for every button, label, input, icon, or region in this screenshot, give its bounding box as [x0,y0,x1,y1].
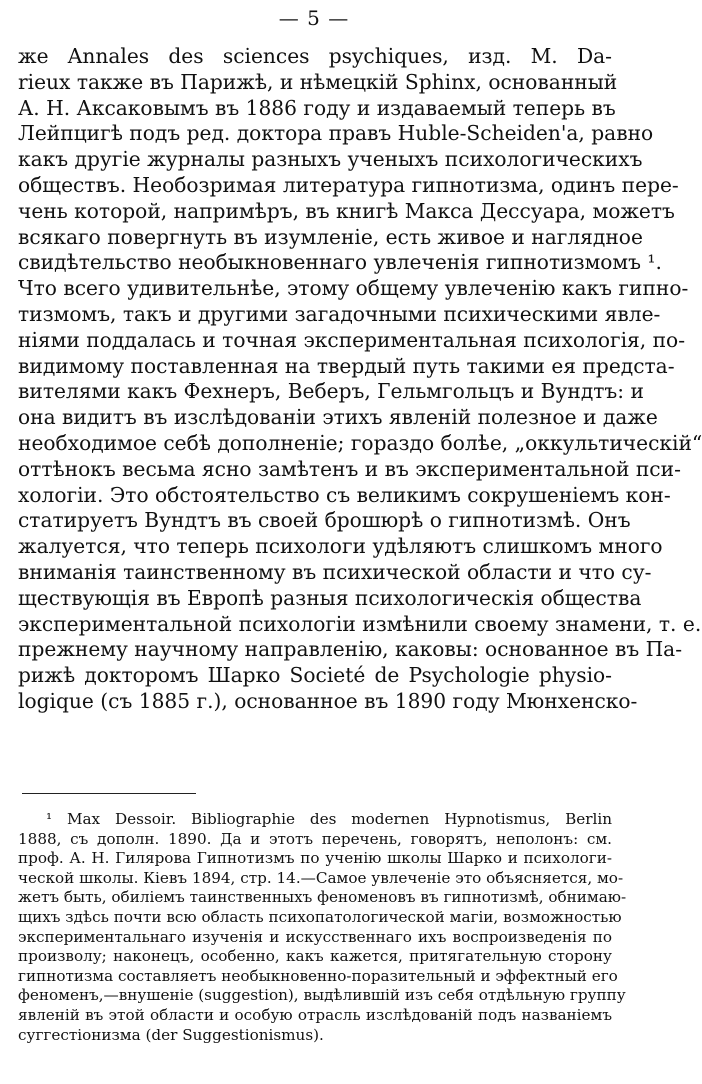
text-line: же Annales des sciences psychiques, изд. М. Da- [18,44,612,68]
footnote-line: 1888, съ дополн. 1890. Да и этотъ перечень, говорятъ, неполонъ: см. [18,829,612,848]
footnote-line: ¹ Max Dessoir. Bibliographie des modernen Hypnotismus, Berlin [46,810,612,828]
text-line: logique (съ 1885 г.), основанное въ 1890 году Мюнхенско- [18,688,638,713]
text-line: необходимое себѣ дополненіе; гораздо болѣе, „оккультическій“ [18,430,702,455]
text-line: какъ другіе журналы разныхъ ученыхъ психологическихъ [18,147,643,172]
footnote-line: проф. А. Н. Гилярова Гипнотизмъ по ученію школы Шарко и психологи- [18,849,612,868]
footnote-line: явленій въ этой области и особую отрасль изслѣдованій подъ названіемъ [18,1005,612,1024]
text-line: вителями какъ Фехнеръ, Веберъ, Гельмгольцъ и Вундтъ: и [18,379,644,404]
page-number: — 5 — [278,6,350,30]
text-line: она видитъ въ изслѣдованіи этихъ явленій полезное и даже [18,405,658,430]
text-line: А. Н. Аксаковымъ въ 1886 году и издаваемый теперь въ [18,95,616,120]
text-line: статируетъ Вундтъ въ своей брошюрѣ о гипнотизмѣ. Онъ [18,508,631,533]
footnote-divider [22,793,196,794]
text-line: свидѣтельство необыкновеннаго увлеченія гипнотизмомъ ¹. [18,250,662,275]
text-line: Лейпцигѣ подъ ред. доктора правъ Huble-Scheiden'a, равно [18,121,654,146]
text-line: оттѣнокъ весьма ясно замѣтенъ и въ экспериментальной пси- [18,456,681,481]
main-text [18,44,702,715]
text-line: экспериментальной психологіи измѣнили своему знамени, т. е. [18,611,702,636]
footnote-line: щихъ здѣсь почти всю область психопатологической магіи, возможностью [18,907,622,926]
footnote-line: ческой школы. Кіевъ 1894, стр. 14.—Самое увлеченіе это объясняется, мо- [18,868,624,887]
footnote-line: гипнотизма составляетъ необыкновенно-поразительный и эффектный его [18,966,618,985]
text-line: прежнему научному направленію, каковы: основанное въ Па- [18,637,683,662]
text-line: Что всего удивительнѣе, этому общему увлеченію какъ гипно- [18,276,689,301]
footnote-line: суггестіонизма (der Suggestionismus). [18,1025,324,1044]
text-line: рижѣ докторомъ Шарко Societé de Psychologie physio- [18,663,612,688]
text-line: всякаго повергнуть въ изумленіе, есть живое и наглядное [18,224,643,249]
text-line: тизмомъ, такъ и другими загадочными психическими явле- [18,301,661,326]
footnotes [18,810,627,1045]
text-line: видимому поставленная на твердый путь такими ея предста- [18,353,675,378]
text-line: обществъ. Необозримая литература гипнотизма, одинъ пере- [18,172,679,197]
text-line: ніями поддалась и точная экспериментальная психологія, по- [18,327,686,352]
footnote-line: произволу; наконецъ, особенно, какъ кажется, притягательную сторону [18,947,612,966]
text-line: хологіи. Это обстоятельство съ великимъ сокрушеніемъ кон- [18,482,671,507]
footnote-line: феноменъ,—внушеніе (suggestion), выдѣлившій изъ себя отдѣльную группу [18,986,626,1005]
text-line: жалуется, что теперь психологи удѣляютъ слишкомъ много [18,534,663,559]
footnote-line: жетъ быть, обиліемъ таинственныхъ феноменовъ въ гипнотизмѣ, обнимаю- [18,888,627,907]
text-line: чень которой, напримѣръ, въ книгѣ Макса Дессуара, можетъ [18,198,675,223]
footnote-line: экспериментальнаго изученія и искусственнаго ихъ воспроизведенія по [18,927,612,946]
text-line: rieux также въ Парижѣ, и нѣмецкій Sphinx, основанный [18,69,618,94]
text-line: вниманія таинственному въ психической области и что су- [18,559,652,584]
text-line: ществующія въ Европѣ разныя психологическія общества [18,585,642,610]
